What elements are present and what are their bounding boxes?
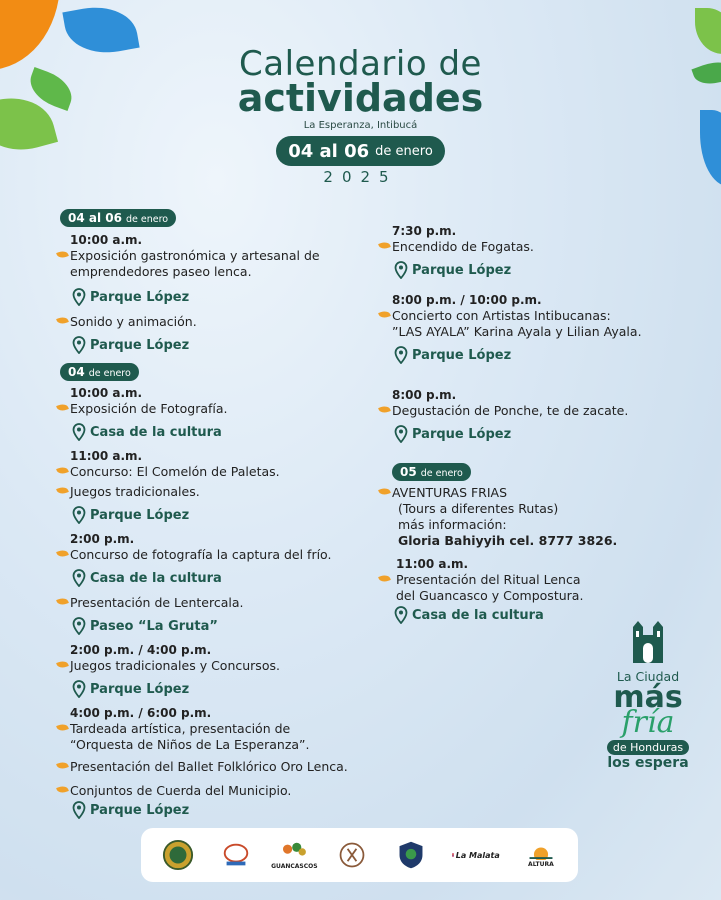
location-label: Casa de la cultura xyxy=(412,607,544,623)
date-range-month: de enero xyxy=(375,143,433,159)
location-pin-icon xyxy=(72,336,86,354)
event-time: 8:00 p.m. / 10:00 p.m. xyxy=(392,293,542,307)
pill-month: de enero xyxy=(420,468,463,479)
event-time: 10:00 a.m. xyxy=(70,233,143,247)
guancascos-logo xyxy=(271,838,318,872)
location-row xyxy=(60,504,380,526)
location-pin-icon xyxy=(72,617,86,635)
brand-line2: más xyxy=(613,680,683,715)
event-activity: Sonido y animación. xyxy=(60,314,380,330)
location-pin-icon xyxy=(72,288,86,306)
location-pin-icon xyxy=(72,680,86,698)
event-activity: Tardeada artística, presentación de xyxy=(60,721,380,737)
location-row xyxy=(382,423,702,445)
location-pin-icon xyxy=(72,423,86,441)
location-row xyxy=(60,286,380,308)
pill-bold: 04 al 06 xyxy=(68,211,122,225)
event-time: 10:00 a.m. xyxy=(70,386,143,400)
la-malata-logo xyxy=(452,838,500,872)
location-label: Parque López xyxy=(90,337,190,353)
location-pin-icon xyxy=(72,569,86,587)
event-contact: Gloria Bahiyyih cel. 8777 3826. xyxy=(398,533,618,548)
location-label: Parque López xyxy=(412,262,512,278)
location-pin-icon xyxy=(72,801,86,819)
section-pill xyxy=(60,363,139,381)
event-time: 2:00 p.m. / 4:00 p.m. xyxy=(70,643,212,657)
altura-logo xyxy=(524,838,558,872)
city-branding-logo xyxy=(598,617,698,771)
event-activity: Juegos tradicionales y Concursos. xyxy=(60,658,380,674)
event-time: 4:00 p.m. / 6:00 p.m. xyxy=(70,706,212,720)
location-row xyxy=(60,799,380,821)
cultural-logo xyxy=(219,838,253,872)
date-range-pill xyxy=(276,136,445,166)
location-row xyxy=(382,259,702,281)
event-activity: AVENTURAS FRIAS xyxy=(382,485,702,501)
event-activity: Concierto con Artistas Intibucanas: xyxy=(382,308,702,324)
location-label: Parque López xyxy=(412,426,512,442)
brand-line5: los espera xyxy=(607,755,689,771)
location-pin-icon xyxy=(72,506,86,524)
brand-line4: de Honduras xyxy=(607,740,689,755)
event-activity: Degustación de Ponche, te de zacate. xyxy=(382,403,702,419)
location-row xyxy=(60,421,380,443)
sponsor-logos-bar xyxy=(141,828,578,882)
location-label: Casa de la cultura xyxy=(90,570,222,586)
event-activity: emprendedores paseo lenca. xyxy=(70,264,252,279)
heritage-logo xyxy=(335,838,369,872)
event-activity: Presentación del Ballet Folklórico Oro Lenca. xyxy=(60,759,380,775)
municipal-seal-logo xyxy=(161,838,195,872)
location-label: Parque López xyxy=(90,681,190,697)
location-label: Parque López xyxy=(90,289,190,305)
event-time: 8:00 p.m. xyxy=(392,388,457,402)
event-activity: Presentación de Lentercala. xyxy=(60,595,380,611)
event-time: 7:30 p.m. xyxy=(392,224,457,238)
event-activity: Presentación del Ritual Lenca xyxy=(382,572,702,588)
event-activity: Concurso de fotografía la captura del frío. xyxy=(60,547,380,563)
event-activity: Exposición gastronómica y artesanal de xyxy=(60,248,380,264)
location-row xyxy=(60,334,380,356)
event-activity: Concurso: El Comelón de Paletas. xyxy=(60,464,380,480)
pill-month: de enero xyxy=(125,214,169,225)
brand-line1: La Ciudad xyxy=(616,669,680,684)
location-subtitle: La Esperanza, Intibucá xyxy=(303,120,418,131)
location-label: Parque López xyxy=(90,507,190,523)
title-line2: actividades xyxy=(237,76,484,120)
year: 2025 xyxy=(323,168,398,186)
event-time: 11:00 a.m. xyxy=(396,557,469,571)
event-activity: Encendido de Fogatas. xyxy=(382,239,702,255)
location-label: Casa de la cultura xyxy=(90,424,222,440)
event-activity: del Guancasco y Compostura. xyxy=(396,588,584,603)
event-activity: ”LAS AYALA” Karina Ayala y Lilian Ayala. xyxy=(392,324,642,339)
pill-month: de enero xyxy=(88,368,131,379)
section-04-06 xyxy=(60,207,380,356)
pill-bold: 05 xyxy=(400,465,417,479)
location-pin-icon xyxy=(394,606,408,624)
altura-caption: ALTURA xyxy=(528,861,554,868)
la-malata-caption: La Malata xyxy=(455,851,500,860)
police-shield-logo xyxy=(394,838,428,872)
right-column xyxy=(382,224,702,626)
date-range-bold: 04 al 06 xyxy=(288,140,370,162)
event-detail: (Tours a diferentes Rutas) xyxy=(398,501,559,516)
location-label: Parque López xyxy=(90,802,190,818)
pill-bold: 04 xyxy=(68,365,85,379)
section-04 xyxy=(60,361,380,821)
location-label: Paseo “La Gruta” xyxy=(90,618,218,634)
section-pill-05 xyxy=(392,463,471,481)
event-time: 2:00 p.m. xyxy=(70,532,135,546)
brand-line3: fría xyxy=(621,705,675,740)
location-label: Parque López xyxy=(412,347,512,363)
location-pin-icon xyxy=(394,261,408,279)
location-row xyxy=(60,615,380,637)
event-activity: Juegos tradicionales. xyxy=(60,484,380,500)
church-tower-icon xyxy=(631,617,665,665)
section-pill xyxy=(60,209,176,227)
location-row xyxy=(382,344,702,366)
location-pin-icon xyxy=(394,346,408,364)
event-time: 11:00 a.m. xyxy=(70,449,143,463)
title-line1: Calendario de xyxy=(239,44,482,84)
guancascos-caption: GUANCASCOS xyxy=(271,863,318,870)
location-pin-icon xyxy=(394,425,408,443)
location-row xyxy=(60,567,380,589)
event-activity: “Orquesta de Niños de La Esperanza”. xyxy=(70,737,310,752)
event-activity: Conjuntos de Cuerda del Municipio. xyxy=(60,783,380,799)
event-activity: Exposición de Fotografía. xyxy=(60,401,380,417)
location-row xyxy=(60,678,380,700)
event-detail: más información: xyxy=(398,517,507,532)
